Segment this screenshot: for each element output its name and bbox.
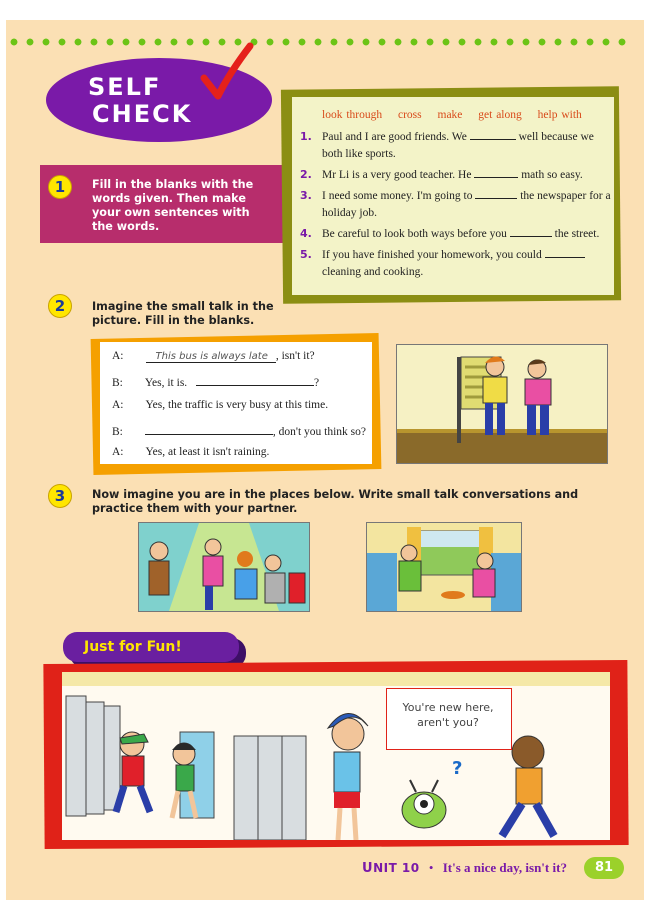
badge-line2: CHECK: [92, 100, 193, 128]
answer-blank[interactable]: [510, 225, 552, 237]
page-footer: [362, 860, 567, 876]
speaker-label: B:: [112, 426, 123, 438]
self-check-title: [84, 74, 192, 128]
speech-bubble-text: [386, 700, 510, 730]
item-text-after: well because we both like sports.: [322, 131, 594, 160]
dialog-line: [112, 374, 319, 389]
bullet-separator: •: [428, 860, 434, 875]
section1-instruction: Fill in the blanks with the words given. Then make your own sentences with the words.: [92, 178, 254, 233]
just-for-fun-label: Just for Fun!: [84, 639, 182, 655]
speaker-label: B:: [112, 377, 123, 389]
dialog-tail: ?: [314, 377, 320, 389]
comic-panel: [62, 672, 610, 840]
speaker-label: A:: [112, 350, 124, 362]
item-number: 3.: [300, 189, 312, 202]
item-text-before: Mr Li is a very good teacher. He: [322, 169, 472, 181]
item-text-before: Paul and I are good friends. We: [322, 131, 467, 143]
answer-blank[interactable]: [475, 187, 517, 199]
word-bank-item: get along: [478, 109, 522, 121]
bubble-line: You're new here,: [402, 701, 494, 714]
question-mark-icon: ?: [452, 758, 463, 779]
dialog-line: [112, 399, 328, 411]
exercise-item: [300, 246, 612, 281]
answer-blank[interactable]: [145, 423, 273, 435]
section2-number: 2: [48, 294, 72, 318]
exercise-item: [300, 187, 612, 222]
speaker-label: A:: [112, 399, 124, 411]
unit-label: [362, 861, 420, 875]
item-text-after: the newspaper for a holiday job.: [322, 190, 611, 219]
bubble-line: aren't you?: [417, 716, 479, 729]
dotted-divider: [6, 37, 634, 47]
item-number: 2.: [300, 168, 312, 181]
answer-blank[interactable]: [545, 246, 585, 258]
section2-instruction: Imagine the small talk in the picture. Fill in the blanks.: [92, 300, 274, 327]
filled-answer: This bus is always late: [146, 351, 276, 363]
item-text-before: Be careful to look both ways before you: [322, 228, 507, 240]
item-text-after: math so easy.: [521, 169, 583, 181]
word-bank-item: look through: [322, 109, 383, 121]
answer-blank[interactable]: [474, 166, 518, 178]
section1-number: 1: [48, 175, 72, 199]
dialog-panel: [100, 342, 372, 464]
speaker-label: A:: [112, 446, 124, 458]
dialog-text: , isn't it?: [275, 350, 315, 362]
unit-initial: U: [362, 861, 374, 876]
dialog-line: [112, 350, 315, 363]
dialog-text: Yes, it is.: [144, 377, 188, 389]
dialog-tail: , don't you think so?: [272, 426, 366, 438]
answer-blank[interactable]: [196, 374, 314, 386]
item-text-before: If you have finished your homework, you could: [322, 249, 542, 261]
unit-rest: NIT 10: [373, 861, 420, 875]
item-number: 1.: [300, 130, 312, 143]
item-text-after: the street.: [554, 228, 600, 240]
train-illustration: [366, 522, 522, 612]
dialog-text: Yes, the traffic is very busy at this time.: [145, 399, 329, 411]
page-number: 81: [584, 857, 624, 879]
item-number: 4.: [300, 227, 312, 240]
item-number: 5.: [300, 248, 312, 261]
item-text-after: cleaning and cooking.: [322, 266, 424, 278]
word-bank-item: cross: [397, 109, 422, 121]
badge-line1: SELF: [88, 73, 162, 101]
unit-title: It's a nice day, isn't it?: [442, 860, 567, 875]
section3-number: 3: [48, 484, 72, 508]
exercise-item: [300, 166, 612, 184]
checkmark-icon: [200, 42, 256, 112]
word-bank: [322, 109, 594, 121]
bus-stop-illustration: [396, 344, 608, 464]
answer-blank[interactable]: [470, 128, 516, 140]
exercise-item: [300, 225, 612, 243]
section3-instruction: Now imagine you are in the places below. Write small talk conversations and practice them with your partner.: [92, 488, 579, 515]
word-bank-item: make: [437, 109, 463, 121]
dialog-line: [112, 446, 269, 458]
exercise-item: [300, 128, 612, 163]
dialog-text: Yes, at least it isn't raining.: [145, 446, 270, 458]
party-illustration: [138, 522, 310, 612]
word-bank-item: help with: [537, 109, 582, 121]
dialog-line: [112, 423, 366, 438]
item-text-before: I need some money. I'm going to: [322, 190, 473, 202]
exercise-items: [300, 128, 612, 284]
